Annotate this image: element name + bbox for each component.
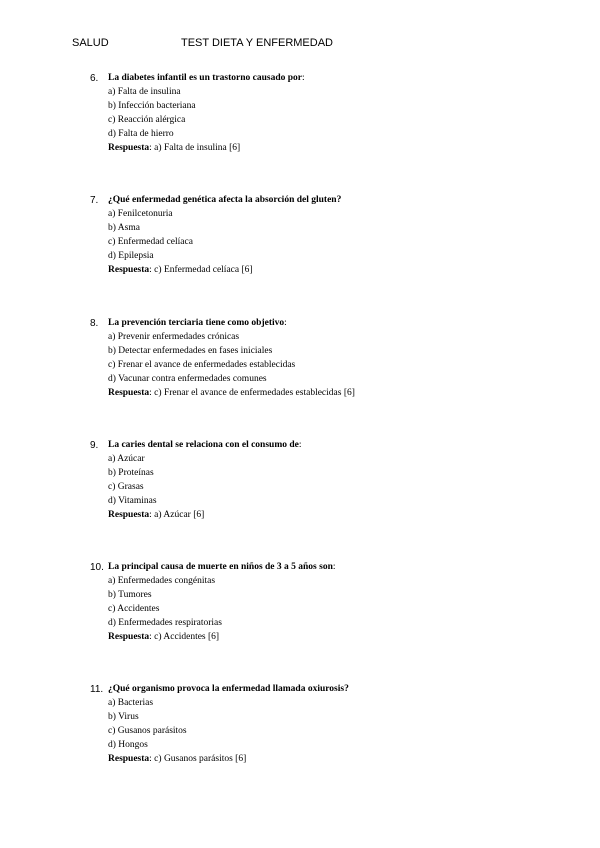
question-statement: La diabetes infantil es un trastorno causado por	[108, 73, 302, 83]
answer-line	[108, 388, 355, 398]
question-number: 7.	[90, 195, 99, 206]
answer-label: Respuesta	[108, 754, 150, 764]
option-a: a) Bacterias	[108, 698, 154, 708]
option-c: c) Accidentes	[108, 604, 160, 614]
option-c: c) Reacción alérgica	[108, 115, 186, 125]
question-suffix: :	[301, 73, 305, 83]
question-suffix: :	[284, 318, 287, 328]
answer-label: Respuesta	[108, 510, 150, 520]
answer-value: : c) Accidentes [6]	[149, 632, 220, 642]
subject-label: SALUD	[72, 37, 109, 49]
question-statement: ¿Qué enfermedad genética afecta la absorción del gluten?	[108, 195, 342, 205]
answer-label: Respuesta	[108, 632, 150, 642]
option-c: c) Grasas	[108, 482, 144, 492]
option-b: b) Asma	[108, 223, 140, 233]
option-d: d) Falta de hierro	[108, 129, 174, 139]
option-c: c) Frenar el avance de enfermedades establecidas	[108, 360, 296, 370]
question-number: 10.	[90, 562, 104, 573]
question-statement: La principal causa de muerte en niños de 3 a 5 años son	[108, 562, 333, 572]
answer-line	[108, 754, 246, 764]
question-text	[108, 562, 336, 572]
option-a: a) Prevenir enfermedades crónicas	[108, 332, 240, 342]
answer-value: : c) Frenar el avance de enfermedades establecidas [6]	[149, 388, 355, 398]
answer-value: : c) Enfermedad celíaca [6]	[149, 265, 253, 275]
answer-value: : a) Azúcar [6]	[149, 510, 205, 520]
question-statement: ¿Qué organismo provoca la enfermedad llamada oxiurosis?	[108, 684, 349, 694]
option-a: a) Enfermedades congénitas	[108, 576, 216, 586]
answer-label: Respuesta	[108, 388, 150, 398]
answer-value: : a) Falta de insulina [6]	[149, 143, 241, 153]
question-text	[108, 440, 302, 450]
page-header	[0, 37, 600, 53]
option-d: d) Vitaminas	[108, 496, 157, 506]
question-number: 8.	[90, 318, 99, 329]
question-statement: La prevención terciaria tiene como objetivo	[108, 318, 285, 328]
question-text	[108, 195, 341, 205]
option-c: c) Gusanos parásitos	[108, 726, 187, 736]
option-b: b) Virus	[108, 712, 139, 722]
option-b: b) Proteínas	[108, 468, 154, 478]
option-b: b) Tumores	[108, 590, 152, 600]
question-suffix: :	[298, 440, 302, 450]
answer-label: Respuesta	[108, 143, 150, 153]
option-d: d) Hongos	[108, 740, 148, 750]
option-b: b) Infección bacteriana	[108, 101, 196, 111]
question-number: 6.	[90, 73, 99, 84]
question-statement: La caries dental se relaciona con el consumo de	[108, 440, 299, 450]
question-suffix: :	[332, 562, 336, 572]
option-b: b) Detectar enfermedades en fases iniciales	[108, 346, 273, 356]
question-text	[108, 73, 305, 83]
option-a: a) Fenilcetonuria	[108, 209, 173, 219]
answer-line	[108, 143, 240, 153]
answer-line	[108, 510, 204, 520]
question-number: 11.	[90, 684, 104, 695]
question-text	[108, 684, 349, 694]
option-d: d) Enfermedades respiratorias	[108, 618, 222, 628]
answer-line	[108, 265, 253, 275]
option-a: a) Falta de insulina	[108, 87, 181, 97]
answer-line	[108, 632, 219, 642]
question-text	[108, 318, 287, 328]
option-d: d) Vacunar contra enfermedades comunes	[108, 374, 267, 384]
option-a: a) Azúcar	[108, 454, 145, 464]
answer-label: Respuesta	[108, 265, 150, 275]
document-title: TEST DIETA Y ENFERMEDAD	[181, 37, 333, 49]
question-number: 9.	[90, 440, 99, 451]
option-d: d) Epilepsia	[108, 251, 154, 261]
option-c: c) Enfermedad celíaca	[108, 237, 193, 247]
answer-value: : c) Gusanos parásitos [6]	[149, 754, 247, 764]
